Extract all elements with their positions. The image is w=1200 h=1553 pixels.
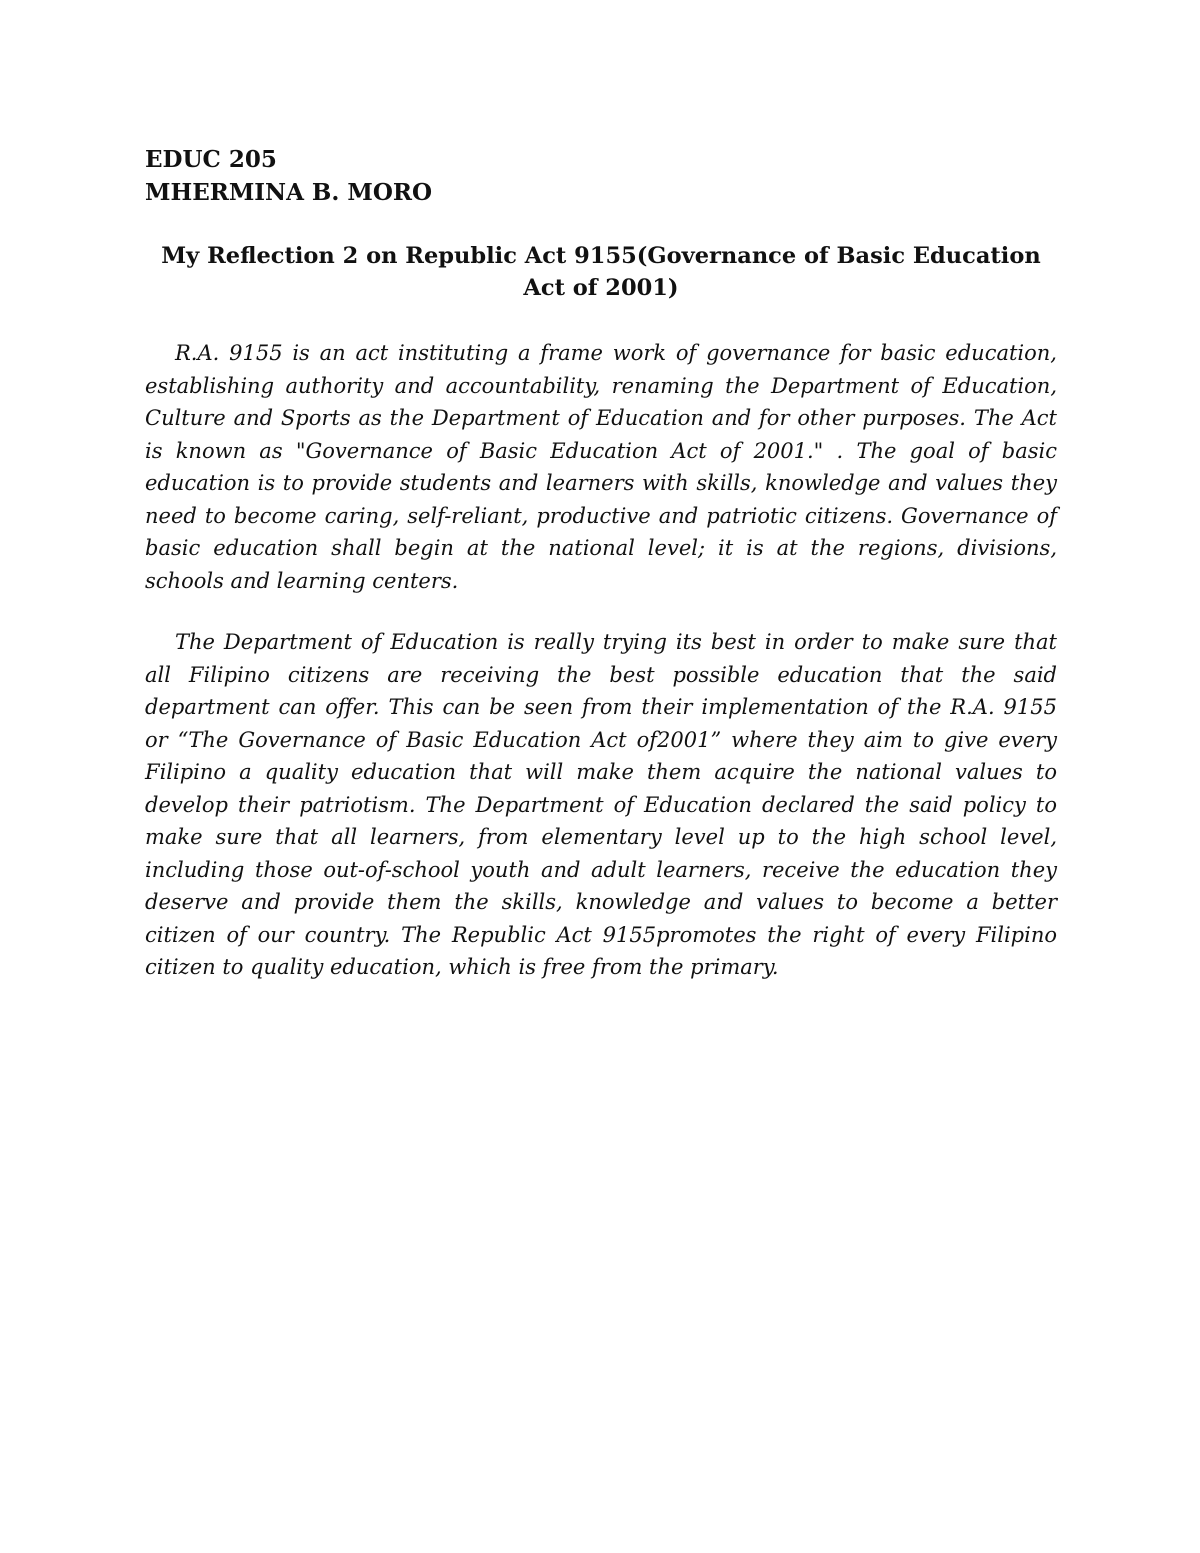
paragraph-2: The Department of Education is really trying its best in order to make sure that all Filipino citizens are receiving the best possible education that the said department can offer. This can be seen from their implementation of the R.A. 9155 or “The Governance of Basic Education Act of2001” where they aim to give every Filipino a quality education that will make them acquire the national values to develop their patriotism. The Department of Education declared the said policy to make sure that all learners, from elementary level up to the high school level, including those out-of-school youth and adult learners, receive the education they deserve and provide them the skills, knowledge and values to become a better citizen of our country. The Republic Act 9155promotes the right of every Filipino citizen to quality education, which is free from the primary.	[145, 630, 1057, 979]
paragraph-1: R.A. 9155 is an act instituting a frame work of governance for basic education, establishing authority and accountability, renaming the Department of Education, Culture and Sports as the Department of Education and for other purposes. The Act is known as "Governance of Basic Education Act of 2001." . The goal of basic education is to provide students and learners with skills, knowledge and values they need to become caring, self-reliant, productive and patriotic citizens. Governance of basic education shall begin at the national level; it is at the regions, divisions, schools and learning centers.	[145, 341, 1057, 593]
course-code: EDUC 205	[145, 146, 277, 173]
document-header	[145, 143, 432, 209]
document-title: My Reflection 2 on Republic Act 9155(Governance of Basic Education Act of 2001)	[161, 243, 1041, 301]
author-name: MHERMINA B. MORO	[145, 179, 433, 206]
